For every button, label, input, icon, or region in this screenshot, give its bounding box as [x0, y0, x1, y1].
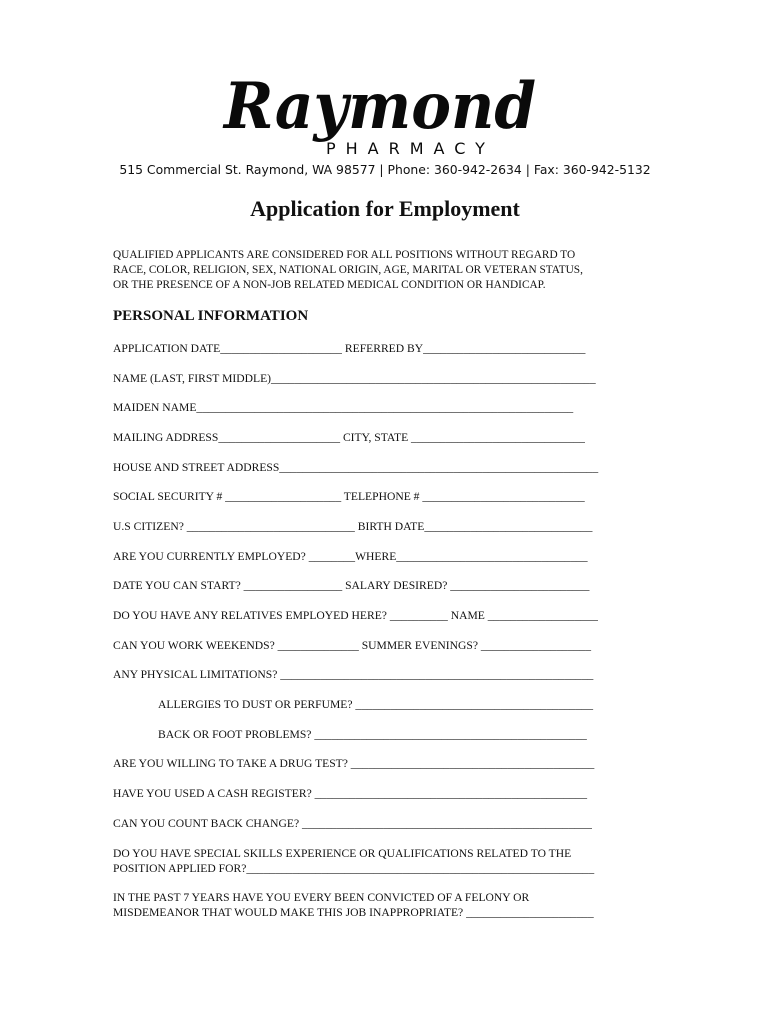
field-house-street-address[interactable]: HOUSE AND STREET ADDRESS_______________________________________________________ [113, 461, 599, 474]
raymond-pharmacy-logo [222, 58, 542, 158]
field-maiden-name[interactable]: MAIDEN NAME_________________________________________________________________ [113, 401, 574, 414]
field-work-weekends[interactable]: CAN YOU WORK WEEKENDS? ______________ SUMMER EVENINGS? ___________________ [113, 639, 592, 652]
notice-line: QUALIFIED APPLICANTS ARE CONSIDERED FOR ALL POSITIONS WITHOUT REGARD TO [113, 248, 576, 261]
field-name[interactable]: NAME (LAST, FIRST MIDDLE)________________________________________________________ [113, 372, 596, 385]
logo-graphic [222, 58, 542, 158]
field-special-skills-line1: DO YOU HAVE SPECIAL SKILLS EXPERIENCE OR QUALIFICATIONS RELATED TO THE [113, 847, 572, 860]
equal-opportunity-notice [113, 247, 673, 292]
field-physical-limitations[interactable]: ANY PHYSICAL LIMITATIONS? ______________________________________________________ [113, 668, 594, 681]
field-drug-test[interactable]: ARE YOU WILLING TO TAKE A DRUG TEST? __________________________________________ [113, 757, 595, 770]
field-back-foot-problems[interactable]: BACK OR FOOT PROBLEMS? _______________________________________________ [158, 728, 587, 741]
page-title: Application for Employment [250, 196, 520, 221]
section-title-personal-information: PERSONAL INFORMATION [113, 308, 309, 324]
field-currently-employed[interactable]: ARE YOU CURRENTLY EMPLOYED? ________WHERE_________________________________ [113, 550, 588, 563]
field-felony-line1: IN THE PAST 7 YEARS HAVE YOU EVERY BEEN CONVICTED OF A FELONY OR [113, 891, 530, 904]
logo-subtitle: PHARMACY [326, 139, 495, 158]
notice-line: OR THE PRESENCE OF A NON-JOB RELATED MEDICAL CONDITION OR HANDICAP. [113, 278, 546, 291]
field-mailing-address[interactable]: MAILING ADDRESS_____________________ CITY, STATE ______________________________ [113, 431, 585, 444]
field-us-citizen[interactable]: U.S CITIZEN? _____________________________ BIRTH DATE_____________________________ [113, 520, 593, 533]
field-relatives-employed[interactable]: DO YOU HAVE ANY RELATIVES EMPLOYED HERE? __________ NAME ___________________ [113, 609, 598, 622]
notice-line: RACE, COLOR, RELIGION, SEX, NATIONAL ORIGIN, AGE, MARITAL OR VETERAN STATUS, [113, 263, 583, 276]
field-social-security[interactable]: SOCIAL SECURITY # ____________________ TELEPHONE # ____________________________ [113, 490, 585, 503]
logo-wordmark: Raymond [222, 69, 536, 144]
field-start-date[interactable]: DATE YOU CAN START? _________________ SALARY DESIRED? ________________________ [113, 579, 590, 592]
field-allergies[interactable]: ALLERGIES TO DUST OR PERFUME? _________________________________________ [158, 698, 594, 711]
field-felony-line2[interactable]: MISDEMEANOR THAT WOULD MAKE THIS JOB INAPPROPRIATE? ______________________ [113, 906, 594, 919]
field-cash-register[interactable]: HAVE YOU USED A CASH REGISTER? _______________________________________________ [113, 787, 588, 800]
field-count-back-change[interactable]: CAN YOU COUNT BACK CHANGE? __________________________________________________ [113, 817, 592, 830]
field-special-skills-line2[interactable]: POSITION APPLIED FOR?____________________________________________________________ [113, 862, 595, 875]
pharmacy-address: 515 Commercial St. Raymond, WA 98577 | Phone: 360-942-2634 | Fax: 360-942-5132 [119, 162, 651, 177]
field-application-date[interactable]: APPLICATION DATE_____________________ REFERRED BY____________________________ [113, 342, 586, 355]
